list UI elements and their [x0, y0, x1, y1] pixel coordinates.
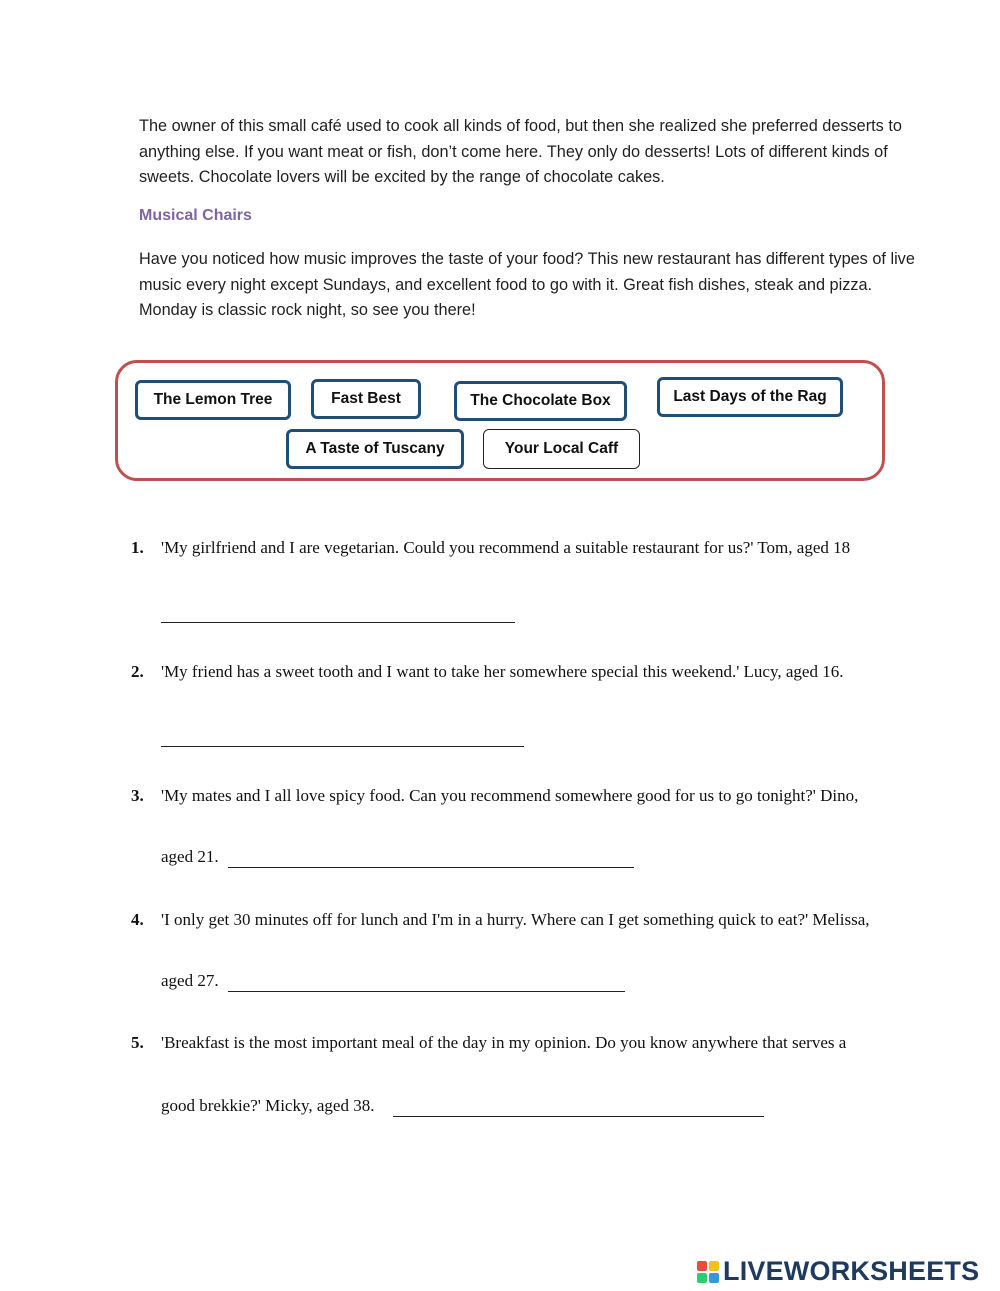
- answer-input-3[interactable]: [228, 847, 634, 868]
- answer-input-4[interactable]: [228, 971, 625, 992]
- question-text-continued: aged 21.: [161, 847, 219, 866]
- question-text: 'I only get 30 minutes off for lunch and I'm in a hurry. Where can I get something quick to eat?' Melissa,: [161, 910, 870, 929]
- logo-block: [697, 1273, 707, 1283]
- logo-block: [709, 1261, 719, 1271]
- section-heading-musical-chairs: Musical Chairs: [139, 207, 252, 224]
- question-text-continued: good brekkie?' Micky, aged 38.: [161, 1096, 375, 1115]
- question-text: 'My friend has a sweet tooth and I want to take her somewhere special this weekend.' Lucy, aged 16.: [161, 662, 844, 681]
- question-text: 'My girlfriend and I are vegetarian. Could you recommend a suitable restaurant for us?' Tom, aged 18: [161, 538, 851, 557]
- intro-paragraph: The owner of this small café used to cook all kinds of food, but then she realized she preferred desserts to anything else. If you want meat or fish, don’t come here. They only do desserts! Lots of different kinds of sweets. Chocolate lovers will be excited by the range of chocolate cakes.: [139, 117, 902, 186]
- question-number: 5.: [131, 1033, 144, 1052]
- word-chip-last-days-of-the-rag[interactable]: Last Days of the Rag: [657, 377, 843, 417]
- liveworksheets-logo: [697, 1256, 979, 1287]
- word-chip-fast-best[interactable]: Fast Best: [311, 379, 421, 419]
- question-text: 'My mates and I all love spicy food. Can you recommend somewhere good for us to go tonight?' Dino,: [161, 786, 859, 805]
- word-chip-chocolate-box[interactable]: The Chocolate Box: [454, 381, 627, 421]
- logo-block: [709, 1273, 719, 1283]
- question-text-continued: aged 27.: [161, 971, 219, 990]
- question-number: 1.: [131, 538, 144, 557]
- logo-blocks-icon: [697, 1261, 719, 1283]
- musical-chairs-paragraph: Have you noticed how music improves the taste of your food? This new restaurant has different types of live music every night except Sundays, and excellent food to go with it. Great fish dishes, steak and pizza. Monday is classic rock night, so see you there!: [139, 250, 915, 319]
- word-chip-lemon-tree[interactable]: The Lemon Tree: [135, 380, 291, 420]
- logo-text: LIVEWORKSHEETS: [723, 1256, 980, 1286]
- logo-block: [697, 1261, 707, 1271]
- question-number: 4.: [131, 910, 144, 929]
- answer-input-1[interactable]: [161, 602, 515, 623]
- answer-input-2[interactable]: [161, 726, 524, 747]
- word-chip-taste-of-tuscany[interactable]: A Taste of Tuscany: [286, 429, 464, 469]
- answer-input-5[interactable]: [393, 1096, 764, 1117]
- question-number: 2.: [131, 662, 144, 681]
- question-text: 'Breakfast is the most important meal of the day in my opinion. Do you know anywhere that serves a: [161, 1033, 847, 1052]
- question-number: 3.: [131, 786, 144, 805]
- word-chip-your-local-caff[interactable]: Your Local Caff: [483, 429, 640, 469]
